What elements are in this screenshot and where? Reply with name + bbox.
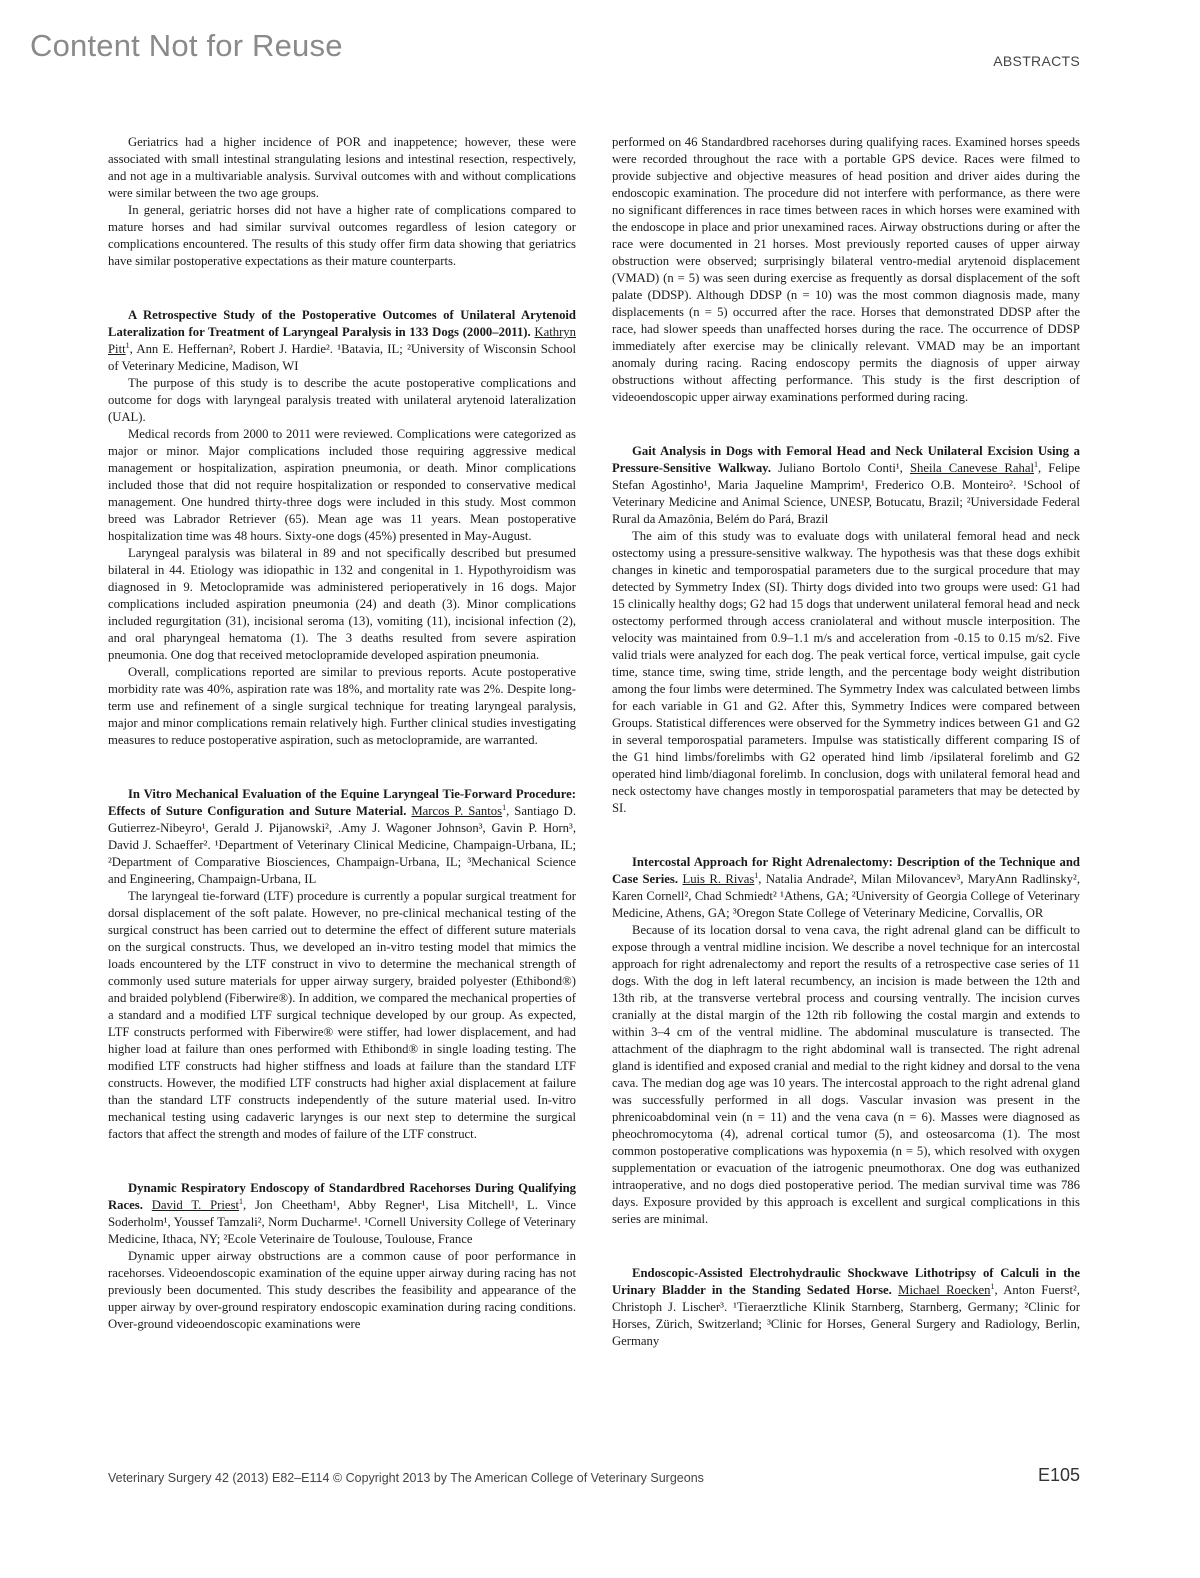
author-affiliation-mark: 1 [125, 340, 130, 350]
presenting-author: Sheila Canevese Rahal [909, 461, 1035, 475]
continuation-paragraph: performed on 46 Standardbred racehorses during qualifying races. Examined horses speeds were recorded throughout the race with a portable GPS device. Races were filmed to provide subjective and objective measures of head position and driver aides during the endoscopic examination. The procedure did not interfere with performance, as there were no significant differences in race times between races in which horses were examined with the endoscope in place and prior unexamined races. Airway obstructions during or after the race were documented in 21 horses. Most previously reported causes of upper airway obstruction were observed; surprisingly bilateral ventro-medial arytenoid displacement (VMAD) (n = 5) was seen during exercise as frequently as dorsal displacement of the soft palate (DDSP). Although DDSP (n = 10) was the most common diagnosis made, many displacements (n = 5) occurred after the race. Horses that demonstrated DDSP after the race, had slower speeds than unaffected horses during the race. The occurrence of DDSP immediately after exercise may be clinically relevant. VMAD may be an important anomaly during racing. Racing endoscopy permits the diagnosis of upper airway obstructions without affecting performance. This study is the first description of videoendoscopic upper airway examinations performed during racing. [612, 135, 1080, 404]
abstract-title: A Retrospective Study of the Postoperative Outcomes of Unilateral Arytenoid Lateralization for Treatment of Laryngeal Paralysis in 133 Dogs (2000–2011). [108, 308, 576, 339]
abstract-heading [612, 854, 1080, 922]
abstract-paragraph: Because of its location dorsal to vena cava, the right adrenal gland can be difficult to expose through a ventral midline incision. We describe a novel technique for an intercostal approach for right adrenalectomy and report the results of a retrospective case series of 11 dogs. With the dog in left lateral recumbency, an incision is made between the 12th and 13th rib, at the transverse vertebral process and coursing ventrally. The incision curves cranially at the distal margin of the 12th rib following the costal margin and extends to within 3–4 cm of the ventral midline. The abdominal musculature is transected. The attachment of the diaphragm to the right abdominal wall is transected. The right adrenal gland is identified and exposed cranial and medial to the right kidney and dorsal to the vena cava. The median dog age was 10 years. The intercostal approach to the right adrenal gland was successfully performed in all dogs. Vascular invasion was present in the phrenicoabdominal vein (n = 11) and the vena cava (n = 6). Masses were diagnosed as pheochromocytoma (4), adrenal cortical tumor (5), and osteosarcoma (1). The most common postoperative complications was hypoxemia (n = 5), which resolved with oxygen supplementation or evacuation of the iatrogenic pneumothorax. One dog was euthanized intraoperative, and no dogs died postoperative period. The median survival time was 786 days. Exposure provided by this approach is excellent and surgical complications in this series are minimal. [612, 923, 1080, 1226]
abstract-heading [612, 1265, 1080, 1350]
journal-citation: Veterinary Surgery 42 (2013) E82–E114 © Copyright 2013 by The American College of Veterinary Surgeons [108, 1471, 704, 1485]
abstract-paragraph: Laryngeal paralysis was bilateral in 89 and not specifically described but presumed bilateral in 44. Etiology was idiopathic in 132 and congenital in 1. Hypothyroidism was diagnosed in 9. Metoclopramide was administered perioperatively in 16 dogs. Major complications included aspiration pneumonia (24) and death (3). Minor complications included regurgitation (31), incisional seroma (13), vomiting (11), incisional infection (2), and oral pharyngeal hematoma (1). The 3 deaths resulted from severe aspiration pneumonia. One dog that received metoclopramide developed aspiration pneumonia. [108, 546, 576, 662]
abstract-heading [108, 307, 576, 375]
abstract-title: In Vitro Mechanical Evaluation of the Equine Laryngeal Tie-Forward Procedure: Effects of Suture Configuration and Suture Material. [108, 787, 576, 818]
abstract-title: Intercostal Approach for Right Adrenalectomy: Description of the Technique and Case Series. [612, 855, 1080, 886]
presenting-author: Michael Roecken [898, 1283, 991, 1297]
presenting-author: David T. Priest [151, 1198, 240, 1212]
abstract-title: Dynamic Respiratory Endoscopy of Standardbred Racehorses During Qualifying Races. [108, 1181, 576, 1212]
abstract-heading [108, 1180, 576, 1248]
watermark: Content Not for Reuse [30, 28, 343, 63]
abstract-paragraph: Dynamic upper airway obstructions are a common cause of poor performance in racehorses. Videoendoscopic examination of the equine upper airway during racing has not previously been documented. This study describes the feasibility and appearance of the upper airway by over-ground respiratory endoscopic examination during racing conditions. Over-ground videoendoscopic examinations were [108, 1249, 576, 1331]
author-affiliation-mark: 1 [754, 870, 759, 880]
continuation-paragraph: Geriatrics had a higher incidence of POR and inappetence; however, these were associated with small intestinal strangulating lesions and intestinal resection, respectively, and not age in a multivariable analysis. Survival outcomes with and without complications were similar between the two age groups. [108, 135, 576, 200]
presenting-author: Marcos P. Santos [411, 804, 503, 818]
author-affiliation-mark: 1 [502, 802, 507, 812]
presenting-author: Luis R. Rivas [682, 872, 755, 886]
abstract-heading [612, 443, 1080, 528]
author-affiliation-mark: 1 [239, 1196, 244, 1206]
continuation-paragraph: In general, geriatric horses did not have a higher rate of complications compared to mature horses and had similar survival outcomes regardless of lesion category or complications encountered. The results of this study offer firm data showing that geriatrics have similar postoperative expectations as their mature counterparts. [108, 203, 576, 268]
author-list-prefix: Juliano Bortolo Conti¹, [771, 461, 910, 475]
abstract-paragraph: Overall, complications reported are similar to previous reports. Acute postoperative morbidity rate was 40%, aspiration rate was 18%, and mortality rate was 2%. Despite long-term use and refinement of a single surgical technique for treating laryngeal paralysis, major and minor complications remain relatively high. Further clinical studies investigating measures to reduce postoperative aspiration, such as metoclopramide, are warranted. [108, 665, 576, 747]
abstract-paragraph: The aim of this study was to evaluate dogs with unilateral femoral head and neck ostectomy using a pressure-sensitive walkway. The hypothesis was that these dogs exhibit changes in kinetic and temporospatial parameters due to the surgical procedure that may detected by Symmetry Index (SI). Thirty dogs divided into two groups were used: G1 had 15 clinically healthy dogs; G2 had 15 dogs that underwent unilateral femoral head and neck ostectomy performed through access craniolateral and without muscle interposition. The velocity was maintained from 0.9–1.1 m/s and acceleration from -0.15 to 0.15 m/s2. Five valid trials were analyzed for each dog. The peak vertical force, vertical impulse, gait cycle time, stance time, swing time, stride length, and the percentage body weight distribution among the four limbs were determined. The Symmetry Index was calculated between limbs for each variable in G1 and G2. After this, Symmetry Indices were compared between Groups. Statistical differences were observed for the Symmetry indices between G1 and G2 in several temporospatial parameters. Impulse was statistically different comparing IS of the G1 hind limbs/forelimbs with G2 operated hind limb /ipsilateral forelimb and G2 operated hind limb/diagonal forelimb. In conclusion, dogs with unilateral femoral head and neck ostectomy have changes mostly in temporospatial parameters that may be detected by SI. [612, 529, 1080, 815]
abstract-shockwave-lithotripsy [612, 1265, 1080, 1350]
author-list: , Felipe Stefan Agostinho¹, Maria Jaqueline Mamprim¹, Frederico O.B. Monteiro². ¹School of Veterinary Medicine and Animal Science, UNESP, Botucatu, Brazil; ²Universidade Federal Rural da Amazônia, Belém do Pará, Brazil [612, 461, 1080, 526]
abstract-dynamic-respiratory-endoscopy [108, 1180, 576, 1333]
abstract-laryngeal-tie-forward [108, 786, 576, 1143]
abstract-title: Gait Analysis in Dogs with Femoral Head and Neck Unilateral Excision Using a Pressure-Sensitive Walkway. [612, 444, 1080, 475]
abstract-title: Endoscopic-Assisted Electrohydraulic Shockwave Lithotripsy of Calculi in the Urinary Bladder in the Standing Sedated Horse. [612, 1266, 1080, 1297]
abstract-paragraph: Medical records from 2000 to 2011 were reviewed. Complications were categorized as major or minor. Major complications included those requiring aggressive medical management or hospitalization, aspiration pneumonia, or death. Minor complications included those that did not require hospitalization or responded to conservative medical management. One hundred thirty-three dogs were included in this study. Most common breed was Labrador Retriever (65). Mean age was 11 years. Mean postoperative hospitalization time was 48 hours. Sixty-one dogs (45%) presented in May-August. [108, 427, 576, 543]
page-number: E105 [1037, 1465, 1080, 1485]
abstract-ual-laryngeal-paralysis [108, 307, 576, 749]
abstract-intercostal-adrenalectomy [612, 854, 1080, 1228]
section-label: ABSTRACTS [993, 53, 1080, 69]
author-list: , Natalia Andrade², Milan Milovancev³, MaryAnn Radlinsky², Karen Cornell², Chad Schmiedt² ¹Athens, GA; ²University of Georgia College of Veterinary Medicine, Athens, GA; ³Oregon State College of Veterinary Medicine, Corvallis, OR [612, 872, 1080, 920]
author-affiliation-mark: 1 [990, 1281, 995, 1291]
author-list: , Ann E. Heffernan², Robert J. Hardie². ¹Batavia, IL; ²University of Wisconsin School of Veterinary Medicine, Madison, WI [108, 342, 576, 373]
abstract-heading [108, 786, 576, 888]
abstract-gait-analysis [612, 443, 1080, 817]
left-column [108, 134, 576, 1333]
author-affiliation-mark: 1 [1034, 459, 1039, 469]
abstract-paragraph: The laryngeal tie-forward (LTF) procedure is currently a popular surgical treatment for dorsal displacement of the soft palate. However, no pre-clinical mechanical testing of the surgical construct has been carried out to determine the effect of different suture materials on the surgical constructs. Thus, we developed an in-vitro testing model that mimics the loads encountered by the LTF construct in vivo to determine the mechanical strength of commonly used suture materials for upper airway surgery, braided polyester (Ethibond®) and braided polyblend (Fiberwire®). In addition, we compared the mechanical properties of a standard and a modified LTF surgical technique developed by our group. As expected, LTF constructs performed with Fiberwire® were stiffer, had lower displacement, and had higher load at failure than ones performed with Ethibond® in single loading testing. The modified LTF constructs had higher stiffness and loads at failure than the standard LTF constructs. However, the modified LTF constructs had higher axial displacement at failure than the standard LTF constructs independently of the suture material used. In-vitro mechanical testing using cadaveric larynges is our next step to determine the surgical factors that affect the strength and modes of failure of the LTF construct. [108, 889, 576, 1141]
abstract-paragraph: The purpose of this study is to describe the acute postoperative complications and outcome for dogs with laryngeal paralysis treated with unilateral arytenoid lateralization (UAL). [108, 376, 576, 424]
right-column [612, 134, 1080, 1350]
author-list: , Santiago D. Gutierrez-Nibeyro¹, Gerald J. Pijanowski², .Amy J. Wagoner Johnson³, Gavin P. Horn³, David J. Schaeffer². ¹Department of Veterinary Clinical Medicine, Champaign-Urbana, IL; ²Department of Comparative Biosciences, Champaign-Urbana, IL; ³Mechanical Science and Engineering, Champaign-Urbana, IL [108, 804, 576, 886]
author-list: , Anton Fuerst², Christoph J. Lischer³. ¹Tieraerztliche Klinik Starnberg, Starnberg, Germany; ²Clinic for Horses, Zürich, Switzerland; ³Clinic for Horses, General Surgery and Radiology, Berlin, Germany [612, 1283, 1080, 1348]
author-list: , Jon Cheetham¹, Abby Regner¹, Lisa Mitchell¹, L. Vince Soderholm¹, Youssef Tamzali², Norm Ducharme¹. ¹Cornell University College of Veterinary Medicine, Ithaca, NY; ²Ecole Veterinaire de Toulouse, Toulouse, France [108, 1198, 576, 1246]
presenting-author: Kathryn Pitt [108, 325, 576, 356]
